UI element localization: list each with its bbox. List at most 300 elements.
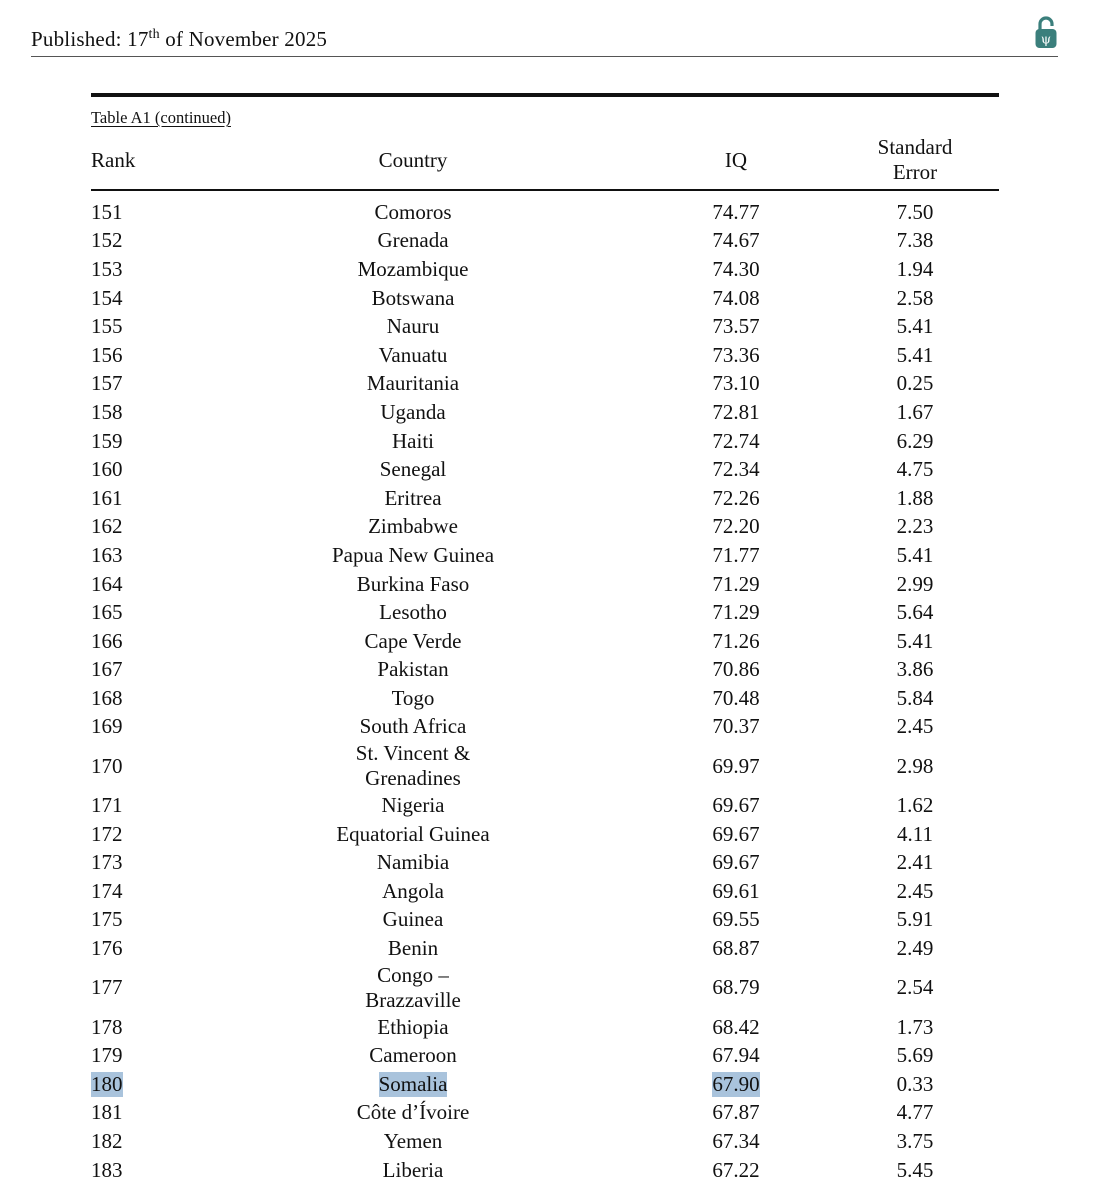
iq-cell-text: 74.77 — [712, 199, 760, 224]
country-cell — [263, 570, 563, 599]
table-row — [0, 284, 1106, 313]
rank-cell — [91, 570, 123, 599]
rank-cell — [91, 484, 123, 513]
standard-error-cell — [815, 741, 1015, 791]
rank-cell-text: 160 — [91, 457, 123, 482]
rank-cell-text: 169 — [91, 714, 123, 739]
rank-cell — [91, 963, 123, 1013]
standard-error-cell-text: 5.45 — [896, 1157, 934, 1182]
country-cell-text: Eritrea — [384, 485, 442, 510]
rank-cell — [91, 455, 123, 484]
iq-cell — [636, 906, 836, 935]
standard-error-cell-text: 1.67 — [896, 399, 934, 424]
table-row — [0, 1013, 1106, 1042]
standard-error-cell — [815, 598, 1015, 627]
country-cell-text: Namibia — [376, 850, 450, 875]
table-row — [0, 627, 1106, 656]
iq-cell — [636, 1070, 836, 1099]
iq-cell-text: 69.61 — [712, 878, 760, 903]
iq-cell-text: 72.34 — [712, 457, 760, 482]
standard-error-cell-text: 7.38 — [896, 228, 934, 253]
country-cell — [263, 598, 563, 627]
iq-cell-text: 67.90 — [712, 1071, 760, 1096]
iq-cell-text: 72.74 — [712, 428, 760, 453]
country-cell-text: Senegal — [379, 457, 447, 482]
standard-error-cell-text: 3.75 — [896, 1129, 934, 1154]
iq-cell — [636, 684, 836, 713]
iq-cell-text: 74.30 — [712, 256, 760, 281]
rank-cell — [91, 1099, 123, 1128]
standard-error-cell — [815, 1127, 1015, 1156]
rank-cell-text: 166 — [91, 628, 123, 653]
country-cell — [263, 284, 563, 313]
rank-cell-text: 165 — [91, 600, 123, 625]
iq-cell-text: 73.36 — [712, 342, 760, 367]
rank-cell-text: 181 — [91, 1100, 123, 1125]
standard-error-cell-text: 3.86 — [896, 657, 934, 682]
standard-error-cell — [815, 255, 1015, 284]
rank-cell — [91, 541, 123, 570]
standard-error-cell-text: 5.91 — [896, 907, 934, 932]
iq-cell-text: 67.34 — [712, 1129, 760, 1154]
standard-error-cell — [815, 934, 1015, 963]
country-cell — [263, 227, 563, 256]
iq-cell — [636, 656, 836, 685]
rank-cell — [91, 370, 123, 399]
iq-cell — [636, 398, 836, 427]
standard-error-cell — [815, 541, 1015, 570]
standard-error-cell — [815, 1041, 1015, 1070]
standard-error-cell-text: 1.73 — [896, 1014, 934, 1039]
iq-cell-text: 69.67 — [712, 850, 760, 875]
country-cell-text: Somalia — [378, 1071, 448, 1096]
country-cell — [263, 627, 563, 656]
country-cell-text: Liberia — [382, 1157, 444, 1182]
iq-cell-text: 68.79 — [712, 975, 760, 1000]
country-cell-text: Togo — [391, 685, 435, 710]
iq-cell-text: 70.48 — [712, 685, 760, 710]
table-row — [0, 906, 1106, 935]
country-cell — [263, 484, 563, 513]
country-cell-text: Botswana — [371, 285, 455, 310]
standard-error-cell-text: 2.41 — [896, 850, 934, 875]
table-row — [0, 1156, 1106, 1184]
table-row — [0, 255, 1106, 284]
standard-error-cell-text: 6.29 — [896, 428, 934, 453]
rank-cell — [91, 1070, 123, 1099]
column-header-country: Country — [378, 148, 448, 172]
standard-error-cell-text: 4.11 — [897, 821, 933, 846]
standard-error-cell — [815, 284, 1015, 313]
page-header — [31, 26, 1058, 57]
table-row — [0, 963, 1106, 1013]
country-cell-text: Haiti — [392, 428, 434, 453]
country-cell-text: Papua New Guinea — [331, 542, 495, 567]
table-row — [0, 541, 1106, 570]
iq-cell-text: 71.29 — [712, 600, 760, 625]
iq-cell — [636, 484, 836, 513]
iq-cell-text: 71.29 — [712, 571, 760, 596]
rank-cell-text: 174 — [91, 878, 123, 903]
iq-cell — [636, 312, 836, 341]
rank-cell-text: 155 — [91, 314, 123, 339]
country-cell — [263, 906, 563, 935]
iq-cell — [636, 370, 836, 399]
country-cell — [263, 1013, 563, 1042]
table-body — [0, 198, 1106, 1184]
standard-error-cell-text: 5.41 — [896, 342, 934, 367]
country-cell-line: St. Vincent & — [355, 741, 471, 766]
table-row — [0, 312, 1106, 341]
country-cell — [263, 1099, 563, 1128]
standard-error-cell-text: 5.41 — [896, 542, 934, 567]
country-cell — [263, 848, 563, 877]
table-row — [0, 427, 1106, 456]
country-cell — [263, 877, 563, 906]
rank-cell-text: 182 — [91, 1129, 123, 1154]
standard-error-cell-text: 2.98 — [896, 753, 934, 778]
iq-cell — [636, 741, 836, 791]
country-cell-text: South Africa — [359, 714, 467, 739]
iq-cell-text: 69.67 — [712, 793, 760, 818]
iq-cell-text: 69.97 — [712, 753, 760, 778]
rank-cell — [91, 1156, 123, 1184]
table-top-rule — [91, 93, 999, 97]
country-cell — [263, 312, 563, 341]
standard-error-cell-text: 2.54 — [896, 975, 934, 1000]
rank-cell-text: 179 — [91, 1043, 123, 1068]
country-cell-line: Brazzaville — [365, 987, 461, 1012]
table-row — [0, 713, 1106, 742]
country-cell — [263, 1070, 563, 1099]
iq-cell-text: 72.81 — [712, 399, 760, 424]
rank-cell — [91, 227, 123, 256]
standard-error-cell-text: 5.41 — [896, 314, 934, 339]
column-header-iq: IQ — [724, 148, 748, 172]
standard-error-cell-text: 2.99 — [896, 571, 934, 596]
country-cell — [263, 255, 563, 284]
country-cell — [263, 656, 563, 685]
country-cell — [263, 684, 563, 713]
rank-cell — [91, 934, 123, 963]
standard-error-cell — [815, 484, 1015, 513]
standard-error-cell-text: 7.50 — [896, 199, 934, 224]
country-cell-text: Pakistan — [377, 657, 449, 682]
rank-cell — [91, 627, 123, 656]
iq-cell — [636, 1013, 836, 1042]
rank-cell — [91, 284, 123, 313]
rank-cell-text: 154 — [91, 285, 123, 310]
iq-cell — [636, 791, 836, 820]
iq-cell — [636, 255, 836, 284]
rank-cell-text: 180 — [91, 1071, 123, 1096]
published-prefix: Published: 17 — [31, 27, 149, 51]
rank-cell-text: 172 — [91, 821, 123, 846]
iq-cell-text: 71.26 — [712, 628, 760, 653]
standard-error-cell-text: 2.49 — [896, 936, 934, 961]
country-cell-line: Grenadines — [365, 766, 461, 791]
table-row — [0, 1127, 1106, 1156]
iq-cell-text: 67.22 — [712, 1157, 760, 1182]
standard-error-cell — [815, 877, 1015, 906]
table-row — [0, 370, 1106, 399]
iq-cell — [636, 427, 836, 456]
country-cell — [263, 713, 563, 742]
published-superscript: th — [148, 27, 160, 42]
rank-cell — [91, 198, 123, 227]
table-row — [0, 1041, 1106, 1070]
table-row — [0, 741, 1106, 791]
standard-error-cell — [815, 341, 1015, 370]
standard-error-cell — [815, 791, 1015, 820]
country-cell — [263, 341, 563, 370]
standard-error-cell — [815, 398, 1015, 427]
iq-cell — [636, 341, 836, 370]
iq-cell-text: 67.94 — [712, 1043, 760, 1068]
iq-cell — [636, 713, 836, 742]
rank-cell — [91, 791, 123, 820]
standard-error-cell — [815, 1070, 1015, 1099]
country-cell — [263, 963, 563, 1013]
country-cell — [263, 455, 563, 484]
standard-error-cell — [815, 1013, 1015, 1042]
iq-cell — [636, 1156, 836, 1184]
column-header-standard-error — [878, 135, 953, 185]
iq-cell-text: 69.55 — [712, 907, 760, 932]
rank-cell — [91, 713, 123, 742]
country-cell-text: Guinea — [382, 907, 444, 932]
rank-cell-text: 176 — [91, 936, 123, 961]
standard-error-cell-text: 2.45 — [896, 878, 934, 903]
rank-cell — [91, 598, 123, 627]
country-cell-text: Equatorial Guinea — [336, 821, 490, 846]
country-cell-text: Nigeria — [381, 793, 445, 818]
table-row — [0, 791, 1106, 820]
iq-cell — [636, 877, 836, 906]
iq-cell-text: 67.87 — [712, 1100, 760, 1125]
country-cell — [263, 398, 563, 427]
rank-cell — [91, 1013, 123, 1042]
iq-cell — [636, 1099, 836, 1128]
rank-cell — [91, 255, 123, 284]
country-cell — [263, 513, 563, 542]
iq-cell-text: 72.26 — [712, 485, 760, 510]
iq-cell-text: 72.20 — [712, 514, 760, 539]
rank-cell-text: 173 — [91, 850, 123, 875]
country-cell-text: Vanuatu — [378, 342, 448, 367]
country-cell-text: Nauru — [386, 314, 440, 339]
iq-cell-text: 69.67 — [712, 821, 760, 846]
country-cell — [263, 198, 563, 227]
iq-cell — [636, 848, 836, 877]
table-row — [0, 227, 1106, 256]
country-cell — [263, 1041, 563, 1070]
standard-error-cell — [815, 656, 1015, 685]
iq-cell-text: 70.37 — [712, 714, 760, 739]
standard-error-cell-text: 2.45 — [896, 714, 934, 739]
iq-cell — [636, 227, 836, 256]
open-access-lock-icon[interactable] — [1034, 16, 1058, 50]
standard-error-cell — [815, 820, 1015, 849]
country-cell — [263, 741, 563, 791]
country-cell — [263, 1156, 563, 1184]
standard-error-cell-text: 1.88 — [896, 485, 934, 510]
table-row — [0, 455, 1106, 484]
table-row — [0, 684, 1106, 713]
iq-cell-text: 70.86 — [712, 657, 760, 682]
country-cell — [263, 541, 563, 570]
iq-cell — [636, 198, 836, 227]
standard-error-cell — [815, 848, 1015, 877]
standard-error-cell — [815, 227, 1015, 256]
standard-error-cell-text: 2.58 — [896, 285, 934, 310]
iq-cell — [636, 820, 836, 849]
iq-cell — [636, 598, 836, 627]
country-cell-text: Mauritania — [366, 371, 460, 396]
standard-error-cell — [815, 370, 1015, 399]
country-cell — [263, 427, 563, 456]
rank-cell-text: 159 — [91, 428, 123, 453]
country-cell-text: Côte d’Ívoire — [356, 1100, 470, 1125]
iq-cell — [636, 963, 836, 1013]
standard-error-cell-text: 2.23 — [896, 514, 934, 539]
standard-error-cell — [815, 1156, 1015, 1184]
iq-cell-text: 68.42 — [712, 1014, 760, 1039]
rank-cell-text: 161 — [91, 485, 123, 510]
table-row — [0, 198, 1106, 227]
standard-error-cell — [815, 627, 1015, 656]
standard-error-cell-text: 0.25 — [896, 371, 934, 396]
rank-cell-text: 152 — [91, 228, 123, 253]
iq-cell — [636, 455, 836, 484]
standard-error-line1: Standard — [877, 135, 953, 159]
column-header-rank: Rank — [91, 148, 136, 172]
rank-cell-text: 162 — [91, 514, 123, 539]
iq-cell-text: 74.67 — [712, 228, 760, 253]
rank-cell — [91, 656, 123, 685]
country-cell — [263, 370, 563, 399]
standard-error-cell-text: 4.75 — [896, 457, 934, 482]
iq-cell — [636, 570, 836, 599]
rank-cell-text: 153 — [91, 256, 123, 281]
country-cell — [263, 791, 563, 820]
iq-cell — [636, 934, 836, 963]
table-row — [0, 934, 1106, 963]
iq-cell — [636, 1041, 836, 1070]
table-row — [0, 820, 1106, 849]
standard-error-cell-text: 5.41 — [896, 628, 934, 653]
rank-cell-text: 175 — [91, 907, 123, 932]
table-row — [0, 570, 1106, 599]
iq-cell — [636, 627, 836, 656]
rank-cell — [91, 312, 123, 341]
table-row — [0, 1070, 1106, 1099]
table-row — [0, 398, 1106, 427]
country-cell — [263, 820, 563, 849]
standard-error-cell — [815, 906, 1015, 935]
iq-cell — [636, 513, 836, 542]
rank-cell-text: 164 — [91, 571, 123, 596]
standard-error-cell-text: 5.84 — [896, 685, 934, 710]
standard-error-cell-text: 1.94 — [896, 256, 934, 281]
rank-cell — [91, 1041, 123, 1070]
standard-error-cell — [815, 455, 1015, 484]
rank-cell-text: 168 — [91, 685, 123, 710]
rank-cell-text: 170 — [91, 753, 123, 778]
country-cell-text: Grenada — [377, 228, 449, 253]
table-caption: Table A1 (continued) — [91, 108, 231, 127]
rank-cell-text: 156 — [91, 342, 123, 367]
rank-cell-text: 171 — [91, 793, 123, 818]
rank-cell-text: 158 — [91, 399, 123, 424]
iq-cell-text: 68.87 — [712, 936, 760, 961]
rank-cell — [91, 684, 123, 713]
rank-cell — [91, 427, 123, 456]
iq-cell — [636, 1127, 836, 1156]
country-cell-text: Burkina Faso — [356, 571, 470, 596]
rank-cell — [91, 398, 123, 427]
country-cell-text: Yemen — [383, 1129, 443, 1154]
header-rule — [91, 189, 999, 191]
rank-cell-text: 151 — [91, 199, 123, 224]
rank-cell-text: 178 — [91, 1014, 123, 1039]
country-cell-text: Zimbabwe — [368, 514, 458, 539]
rank-cell-text: 157 — [91, 371, 123, 396]
standard-error-cell — [815, 198, 1015, 227]
country-cell — [263, 1127, 563, 1156]
rank-cell — [91, 741, 123, 791]
standard-error-cell — [815, 570, 1015, 599]
rank-cell — [91, 906, 123, 935]
rank-cell-text: 163 — [91, 542, 123, 567]
standard-error-cell-text: 0.33 — [896, 1071, 934, 1096]
country-cell-text: Mozambique — [357, 256, 469, 281]
country-cell-text: Lesotho — [379, 600, 447, 625]
country-cell-text: Comoros — [374, 199, 452, 224]
rank-cell — [91, 513, 123, 542]
published-date — [31, 27, 327, 52]
standard-error-cell — [815, 427, 1015, 456]
rank-cell-text: 167 — [91, 657, 123, 682]
standard-error-cell — [815, 1099, 1015, 1128]
iq-cell — [636, 284, 836, 313]
standard-error-cell — [815, 713, 1015, 742]
table-row — [0, 877, 1106, 906]
country-cell-text: Ethiopia — [377, 1014, 449, 1039]
table-row — [0, 848, 1106, 877]
table-row — [0, 598, 1106, 627]
standard-error-line2: Error — [892, 160, 938, 184]
country-cell — [263, 934, 563, 963]
iq-cell-text: 71.77 — [712, 542, 760, 567]
rank-cell-text: 177 — [91, 975, 123, 1000]
rank-cell — [91, 877, 123, 906]
standard-error-cell — [815, 513, 1015, 542]
table-row — [0, 656, 1106, 685]
standard-error-cell-text: 1.62 — [896, 793, 934, 818]
standard-error-cell-text: 5.64 — [896, 600, 934, 625]
standard-error-cell-text: 4.77 — [896, 1100, 934, 1125]
standard-error-cell-text: 5.69 — [896, 1043, 934, 1068]
table-row — [0, 484, 1106, 513]
country-cell-line: Congo – — [377, 962, 449, 987]
iq-cell-text: 74.08 — [712, 285, 760, 310]
rank-cell — [91, 341, 123, 370]
iq-cell — [636, 541, 836, 570]
country-cell-text: Uganda — [380, 399, 446, 424]
iq-cell-text: 73.57 — [712, 314, 760, 339]
rank-cell — [91, 820, 123, 849]
